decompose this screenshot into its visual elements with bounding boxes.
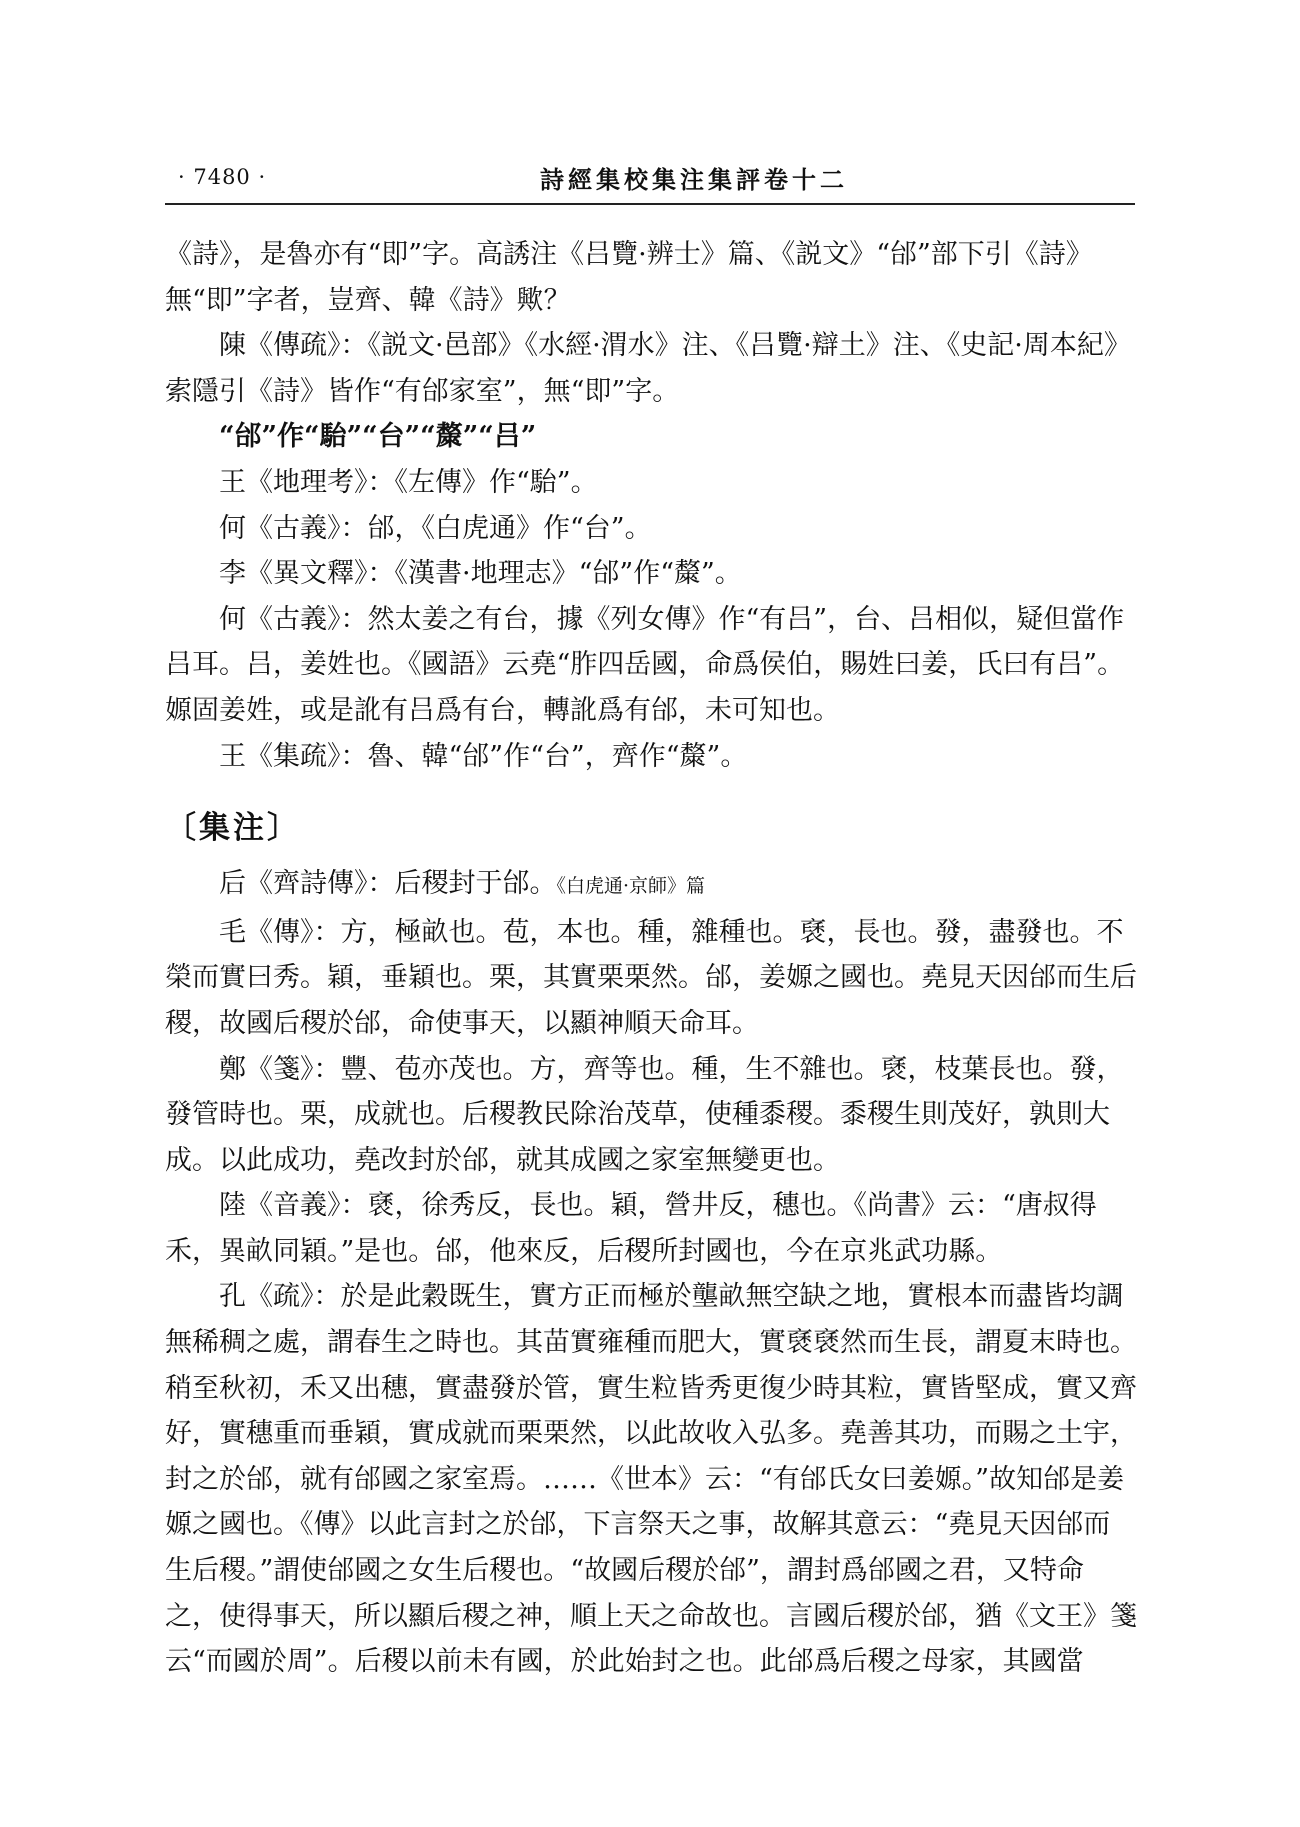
section-heading-jizhu: 〔集注〕 (165, 810, 301, 847)
paragraph-he-guyi-2: 何《古義》：然太姜之有台，據《列女傳》作“有吕”，台、吕相似，疑但當作吕耳。吕，姜姓也。《國語》云堯“胙四岳國，命爲侯伯，賜姓曰姜，氏曰有吕”。嫄固姜姓，或是訛有吕爲有台，轉訛爲有邰，未可知也。 (165, 603, 1125, 726)
paragraph-continuation: 《詩》，是魯亦有“即”字。高誘注《吕覽·辨士》篇、《説文》“邰”部下引《詩》無“即”字者，豈齊、韓《詩》歟？ (165, 239, 1093, 316)
paragraph-he-guyi-1: 何《古義》：邰，《白虎通》作“台”。 (219, 512, 652, 544)
header-rule (165, 203, 1135, 205)
paragraph-chen-zhuanshu: 陳《傳疏》：《説文·邑部》《水經·渭水》注、《吕覽·辯土》注、《史記·周本紀》索隱引《詩》皆作“有邰家室”，無“即”字。 (165, 330, 1131, 407)
paragraph-wang-dilikao: 王《地理考》：《左傳》作“駘”。 (219, 466, 598, 498)
paragraph-li-yiwenshi: 李《異文釋》：《漢書·地理志》“邰”作“斄”。 (219, 558, 742, 590)
running-title: 詩經集校集注集評卷十二 (540, 165, 848, 194)
paragraph-zheng-jian: 鄭《箋》：豐、苞亦茂也。方，齊等也。種，生不雜也。褎，枝葉長也。發，發管時也。栗，成就也。后稷教民除治茂草，使種黍稷。黍稷生則茂好，孰則大成。以此成功，堯改封於邰，就其成國之家室無變更也。 (165, 1053, 1124, 1176)
paragraph-mao-zhuan: 毛《傳》：方，極畝也。苞，本也。種，雜種也。褎，長也。發，盡發也。不榮而實曰秀。穎，垂穎也。栗，其實栗栗然。邰，姜嫄之國也。堯見天因邰而生后稷，故國后稷於邰，命使事天，以顯神順天命耳。 (165, 916, 1137, 1039)
paragraph-hou-qishizhuan (165, 861, 1137, 910)
paragraph-wang-jishu: 王《集疏》：魯、韓“邰”作“台”，齊作“斄”。 (219, 740, 748, 772)
page-number: · 7480 · (178, 165, 267, 189)
paragraph-kong-shu: 孔《疏》：於是此穀既生，實方正而極於壟畝無空缺之地，實根本而盡皆均調無稀稠之處，謂春生之時也。其苗實雍種而肥大，實褎褎然而生長，謂夏末時也。稍至秋初，禾又出穗，實盡發於管，實生粒皆秀更復少時其粒，實皆堅成，實又齊好，實穗重而垂穎，實成就而栗栗然，以此故收入弘多。堯善其功，而賜之土宇，封之於邰，就有邰國之家室焉。……《世本》云：“有邰氏女曰姜嫄。”故知邰是姜嫄之國也。《傳》以此言封之於邰，下言祭天之事，故解其意云：“堯見天因邰而生后稷。”謂使邰國之女生后稷也。“故國后稷於邰”，謂封爲邰國之君，又特命之，使得事天，所以顯后稷之神，順上天之命故也。言國后稷於邰，猶《文王》箋云“而國於周”。后稷以前未有國，於此始封之也。此邰爲后稷之母家，其國當 (165, 1281, 1137, 1678)
collation-subheading: “邰”作“駘”“台”“斄”“吕” (219, 421, 537, 453)
hou-source-note: 《白虎通·京師》篇 (556, 875, 706, 898)
page-body (165, 232, 1137, 1685)
paragraph-lu-yinyi: 陸《音義》：褎，徐秀反，長也。穎，營井反，穗也。《尚書》云：“唐叔得禾，異畝同穎。”是也。邰，他來反，后稷所封國也，今在京兆武功縣。 (165, 1190, 1097, 1267)
hou-main-text: 后《齊詩傳》：后稷封于邰。 (219, 868, 557, 900)
